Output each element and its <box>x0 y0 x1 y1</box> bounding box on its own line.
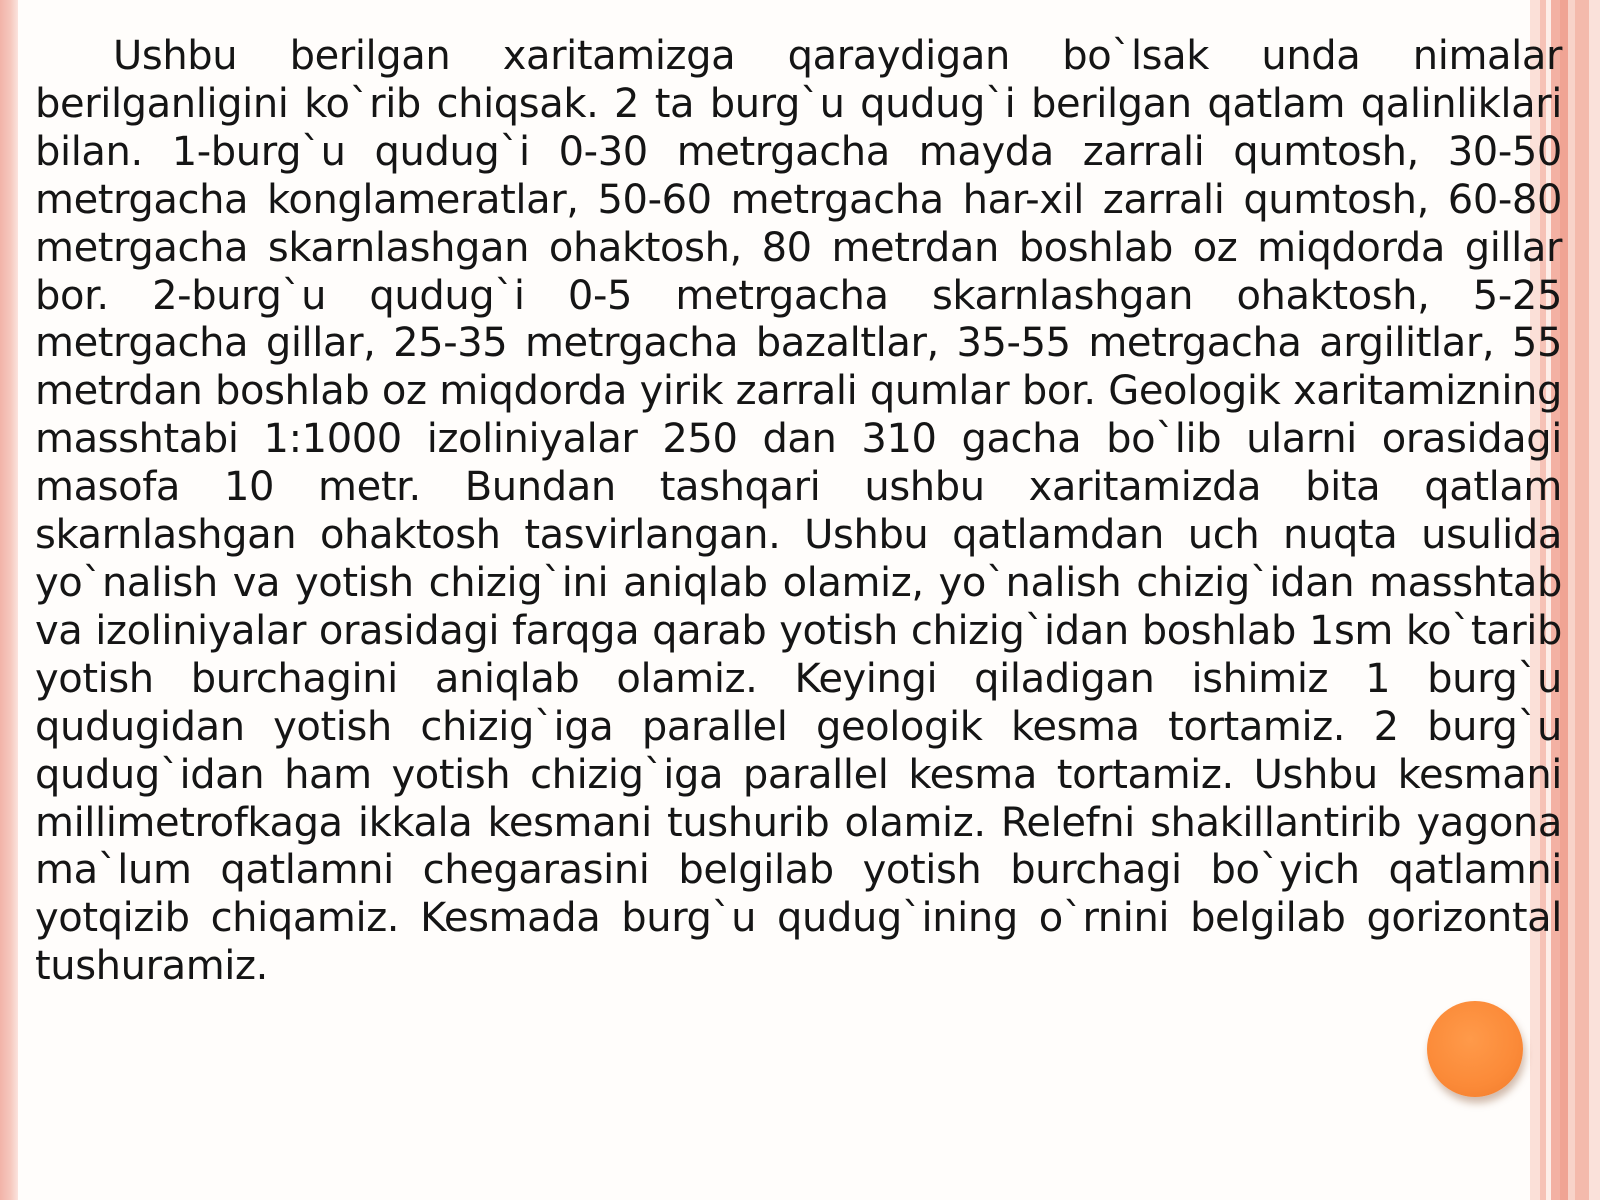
slide-body-paragraph: Ushbu berilgan xaritamizga qaraydigan bo`lsak unda nimalar berilganligini ko`rib chiqsak. 2 ta burg`u qudug`i berilgan qatlam qalinliklari bilan. 1-burg`u qudug`i 0-30 metrgacha mayda zarrali qumtosh, 30-50 metrgacha konglameratlar, 50-60 metrgacha har-xil zarrali qumtosh, 60-80 metrgacha skarnlashgan ohaktosh, 80 metrdan boshlab oz miqdorda gillar bor. 2-burg`u qudug`i 0-5 metrgacha skarnlashgan ohaktosh, 5-25 metrgacha gillar, 25-35 metrgacha bazaltlar, 35-55 metrgacha argilitlar, 55 metrdan boshlab oz miqdorda yirik zarrali qumlar bor. Geologik xaritamizning masshtabi 1:1000 izoliniyalar 250 dan 310 gacha bo`lib ularni orasidagi masofa 10 metr. Bundan tashqari ushbu xaritamizda bita qatlam skarnlashgan ohaktosh tasvirlangan. Ushbu qatlamdan uch nuqta usulida yo`nalish va yotish chizig`ini aniqlab olamiz, yo`nalish chizig`idan masshtab va izoliniyalar orasidagi farqga qarab yotish chizig`idan boshlab 1sm ko`tarib yotish burchagini aniqlab olamiz. Keyingi qiladigan ishimiz 1 burg`u qudugidan yotish chizig`iga parallel geologik kesma tortamiz. 2 burg`u qudug`idan ham yotish chizig`iga parallel kesma tortamiz. Ushbu kesmani millimetrofkaga ikkala kesmani tushurib olamiz. Relefni shakillantirib yagona ma`lum qatlamni chegarasini belgilab yotish burchagi bo`yich qatlamni yotqizib chiqamiz. Kesmada burg`u qudug`ining o`rnini belgilab gorizontal tushuramiz. <box>35 33 1562 990</box>
left-decorative-bar <box>0 0 18 1200</box>
orange-circle-icon <box>1427 1001 1523 1097</box>
